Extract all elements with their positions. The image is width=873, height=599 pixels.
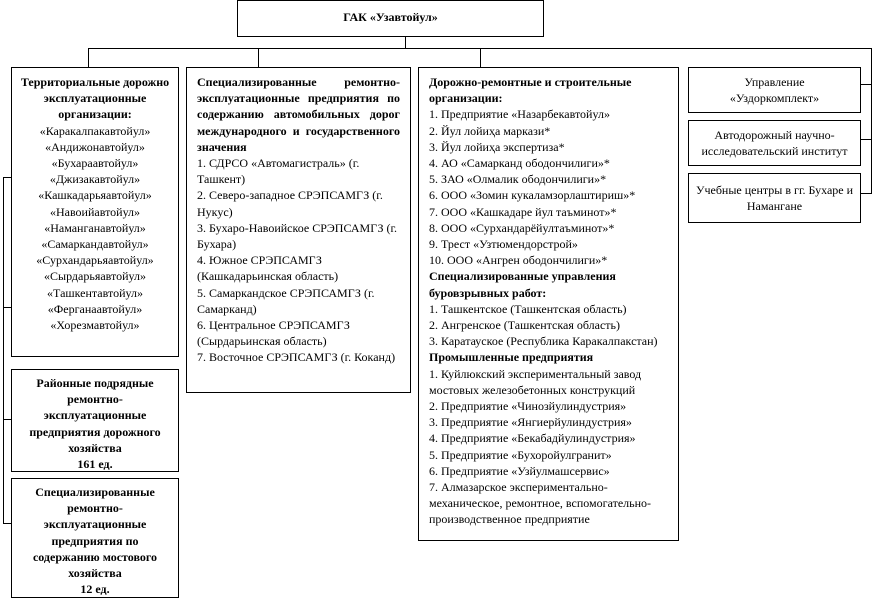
district-box (11, 369, 179, 472)
connector (860, 139, 872, 140)
list-item: «Каракалпакавтойул» (39, 123, 151, 138)
bridge-box (11, 478, 179, 598)
construction-box (418, 67, 679, 541)
root-box (237, 0, 544, 37)
list-item: «Самаркандавтойул» (41, 237, 149, 252)
root-title: ГАК «Узавтойул» (343, 10, 438, 24)
connector (258, 48, 259, 67)
list-item: «Ташкентавтойул» (47, 285, 143, 300)
list-item: «Наманганавтойул» (44, 220, 146, 235)
training-box (688, 173, 861, 223)
list-item: 1. Предприятие «Назарбекавтойул» (429, 107, 610, 122)
list-item: «Сырдарьяавтойул» (44, 269, 146, 284)
connector (480, 48, 481, 67)
list-item: 7. ООО «Кашкадаре йул таъминот»* (429, 204, 617, 219)
list-item: 6. ООО «Зомин кукаламзорлаштириш»* (429, 188, 636, 203)
list-item: «Хорезмавтойул» (50, 318, 140, 333)
list-item: «Навоийавтойул» (49, 204, 141, 219)
institute-box (688, 120, 861, 166)
connector (3, 419, 11, 420)
list-item: 5. Предприятие «Бухоройулгранит» (429, 447, 612, 462)
list-item: «Бухараавтойул» (51, 156, 139, 171)
connector (3, 177, 11, 178)
district-heading: Районные подрядные ремонтно-эксплуатационные предприятия дорожного хозяйства (29, 376, 161, 455)
list-item: 6. Центральное СРЭПСАМГЗ (Сырдарьинская область) (197, 318, 350, 349)
list-item: 2. Предприятие «Чинозйулиндустрия» (429, 399, 627, 414)
list-item: 2. Северо-западное СРЭПСАМГЗ (г. Нукус) (197, 188, 383, 219)
territorial-box (11, 67, 179, 357)
connector (3, 523, 11, 524)
specialized-box (186, 67, 411, 393)
industrial-heading: Промышленные предприятия (429, 350, 594, 365)
list-item: 4. Южное СРЭПСАМГЗ (Кашкадарьинская область) (197, 253, 339, 284)
bridge-count: 12 ед. (80, 582, 110, 597)
list-item: 2. Йул лойиҳа маркази* (429, 123, 551, 138)
training-label: Учебные центры в гг. Бухаре и Намангане (695, 183, 854, 214)
list-item: «Джизакавтойул» (49, 172, 141, 187)
connector (871, 48, 872, 194)
connector (88, 48, 89, 67)
territorial-heading: Территориальные дорожно эксплуатационные организации: (20, 75, 170, 122)
list-item: 3. Каратауское (Республика Каракалпакстан) (429, 334, 658, 349)
institute-label: Автодорожный научно-исследовательский институт (701, 128, 848, 159)
list-item: 9. Трест «Узтюмендорстрой» (429, 237, 578, 252)
list-item: 6. Предприятие «Узйулмашсервис» (429, 463, 610, 478)
uzdorkomplekt-box (688, 67, 861, 113)
list-item: 10. ООО «Ангрен ободончилиги»* (429, 253, 608, 268)
list-item: 7. Восточное СРЭПСАМГЗ (г. Коканд) (197, 350, 396, 365)
list-item: 3. Предприятие «Янгиерйулиндустрия» (429, 415, 632, 430)
list-item: 3. Йул лойиҳа экспертиза* (429, 139, 565, 154)
list-item: 3. Бухаро-Навоийское СРЭПСАМГЗ (г. Бухара) (197, 220, 398, 252)
district-count: 161 ед. (77, 457, 113, 472)
uzdorkomplekt-label: Управление «Уздоркомплект» (729, 75, 820, 106)
construction-heading: Дорожно-ремонтные и строительные организации: (429, 75, 632, 106)
list-item: «Ферганаавтойул» (47, 301, 143, 316)
blasting-heading: Специализированные управления буровзрывных работ: (429, 269, 616, 300)
list-item: «Андижонавтойул» (45, 139, 145, 154)
list-item: 1. Ташкентское (Ташкентская область) (429, 301, 627, 316)
list-item: 4. АО «Самарканд ободончилиги»* (429, 156, 610, 171)
connector (3, 177, 4, 524)
specialized-heading: Специализированные ремонтно-эксплуатационные предприятия по содержанию автомобильных дорог международного и государственного значения (197, 75, 400, 154)
list-item: 7. Алмазарское экспериментально-механическое, ремонтное, вспомогательно-производственное предприятие (429, 480, 652, 527)
connector (860, 193, 872, 194)
connector (860, 84, 872, 85)
list-item: 2. Ангренское (Ташкентская область) (429, 318, 621, 333)
list-item: «Сурхандарьяавтойул» (36, 253, 154, 268)
list-item: 5. ЗАО «Олмалик ободончилиги»* (429, 172, 607, 187)
bridge-heading: Специализированные ремонтно-эксплуатационные предприятия по содержанию мостового хозяйства (32, 485, 158, 581)
connector (405, 36, 406, 48)
list-item: «Кашкадарьяавтойул» (38, 188, 152, 203)
connector (3, 307, 11, 308)
list-item: 8. ООО «Сурхандарёйултаъминот»* (429, 220, 615, 235)
list-item: 4. Предприятие «Бекабадйулиндустрия» (429, 431, 636, 446)
list-item: 1. СДРСО «Автомагистраль» (г. Ташкент) (197, 156, 360, 187)
list-item: 1. Куйлюкский экспериментальный завод мостовых железобетонных конструкций (429, 366, 642, 397)
list-item: 5. Самаркандское СРЭПСАМГЗ (г. Самарканд) (197, 285, 375, 316)
